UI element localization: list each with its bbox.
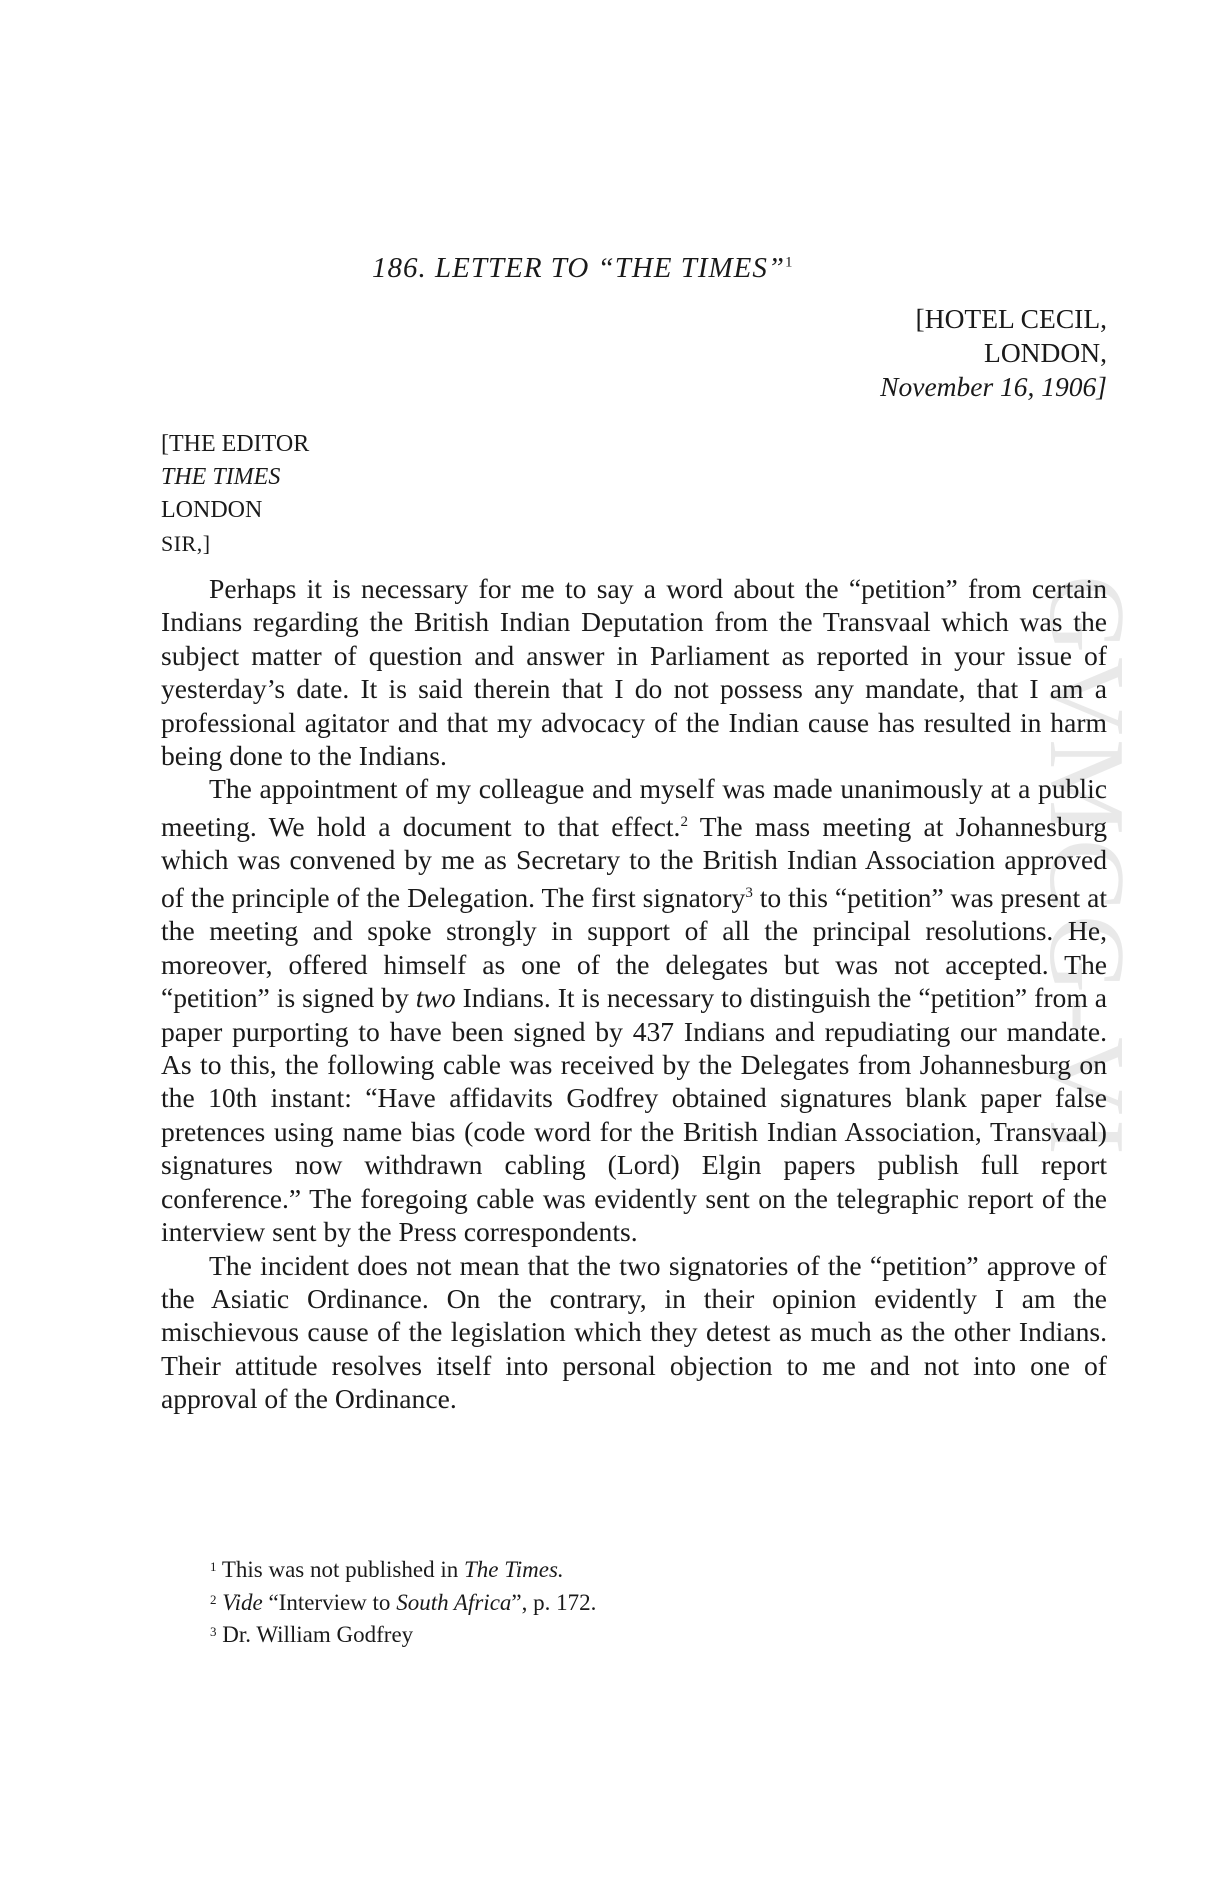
paragraph-2 xyxy=(161,772,1107,1248)
salutation: SIR,] xyxy=(161,531,211,556)
paragraph-2-part-b: The mass meeting at Johannesburg which was convened by me as Secretary to the British Indian Association approved of the principle of the Delegation. The first signatory xyxy=(161,811,1107,914)
paragraph-2-emphasis: two xyxy=(415,982,456,1014)
footnote-2-italic: South Africa xyxy=(396,1589,512,1615)
dateline-date: November 16, 1906] xyxy=(880,371,1107,402)
addressee-editor: [THE EDITOR xyxy=(161,431,310,457)
footnote-2-number: 2 xyxy=(210,1591,217,1607)
footnote-1-number: 1 xyxy=(210,1559,217,1574)
dateline xyxy=(507,302,1107,404)
footnotes xyxy=(210,1552,1010,1650)
paragraph-2-part-a: The appointment of my colleague and myself was made unanimously at a public meeting. We hold a document to that effect. xyxy=(161,773,1107,843)
footnote-2-vide: Vide xyxy=(222,1589,263,1615)
footnote-1-italic: The Times. xyxy=(463,1557,564,1582)
addressee-block xyxy=(161,428,561,560)
letter-heading: LETTER TO “THE TIMES” xyxy=(435,252,786,284)
paragraph-2-part-d: Indians. It is necessary to distinguish the “petition” from a paper purporting to have been signed by 437 Indians and repudiating our mandate. As to this, the following cable was received by the Delegates from Johannesburg on the 10th instant: “Have affidavits Godfrey obtained signatures blank paper false pretences using name bias (code word for the British Indian Association, Transvaal) signatures now withdrawn cabling (Lord) Elgin papers publish full report conference.” The foregoing cable was evidently sent on the telegraphic report of the interview sent by the Press correspondents. xyxy=(161,982,1108,1248)
footnote-3-number: 3 xyxy=(210,1624,217,1639)
footnote-2-end: ”, p. 172. xyxy=(511,1589,597,1615)
footnote-2-text: “Interview to xyxy=(262,1589,397,1615)
paragraph-3: The incident does not mean that the two signatories of the “petition” approve of the Asiatic Ordinance. On the contrary, in their opinion evidently I am the mischievous cause of the legislation which they detest as much as the other Indians. Their attitude resolves itself into personal objection to me and not into one of approval of the Ordinance. xyxy=(161,1249,1107,1415)
paragraph-2-part-c: to this “petition” was present at the meeting and spoke strongly in support of all the principal resolutions. He, moreover, offered himself as one of the delegates but was not accepted. The “petition” is signed by xyxy=(161,882,1107,1014)
letter-title xyxy=(372,252,794,285)
letter-body xyxy=(161,572,1107,1416)
footnote-3 xyxy=(210,1617,1010,1650)
addressee-paper: THE TIMES xyxy=(161,464,281,490)
footnote-ref-3: 3 xyxy=(745,884,753,901)
addressee-city: LONDON xyxy=(161,497,263,523)
footnote-ref-1: 1 xyxy=(785,254,794,271)
footnote-1 xyxy=(210,1552,1010,1585)
footnote-2 xyxy=(210,1585,1010,1618)
footnote-3-text: Dr. William Godfrey xyxy=(222,1622,414,1647)
dateline-hotel: [HOTEL CECIL, xyxy=(915,303,1107,334)
watermark: GVMCG-VI xyxy=(1027,575,1146,1159)
paragraph-1: Perhaps it is necessary for me to say a word about the “petition” from certain Indians regarding the British Indian Deputation from the Transvaal which was the subject matter of question and answer in Parliament as reported in your issue of yesterday’s date. It is said therein that I do not possess any mandate, that I am a professional agitator and that my advocacy of the Indian cause has resulted in harm being done to the Indians. xyxy=(161,573,1107,772)
footnote-1-text: This was not published in xyxy=(221,1557,464,1582)
letter-number: 186. xyxy=(372,252,427,284)
footnote-ref-2: 2 xyxy=(680,813,688,830)
dateline-city: LONDON, xyxy=(984,337,1107,368)
